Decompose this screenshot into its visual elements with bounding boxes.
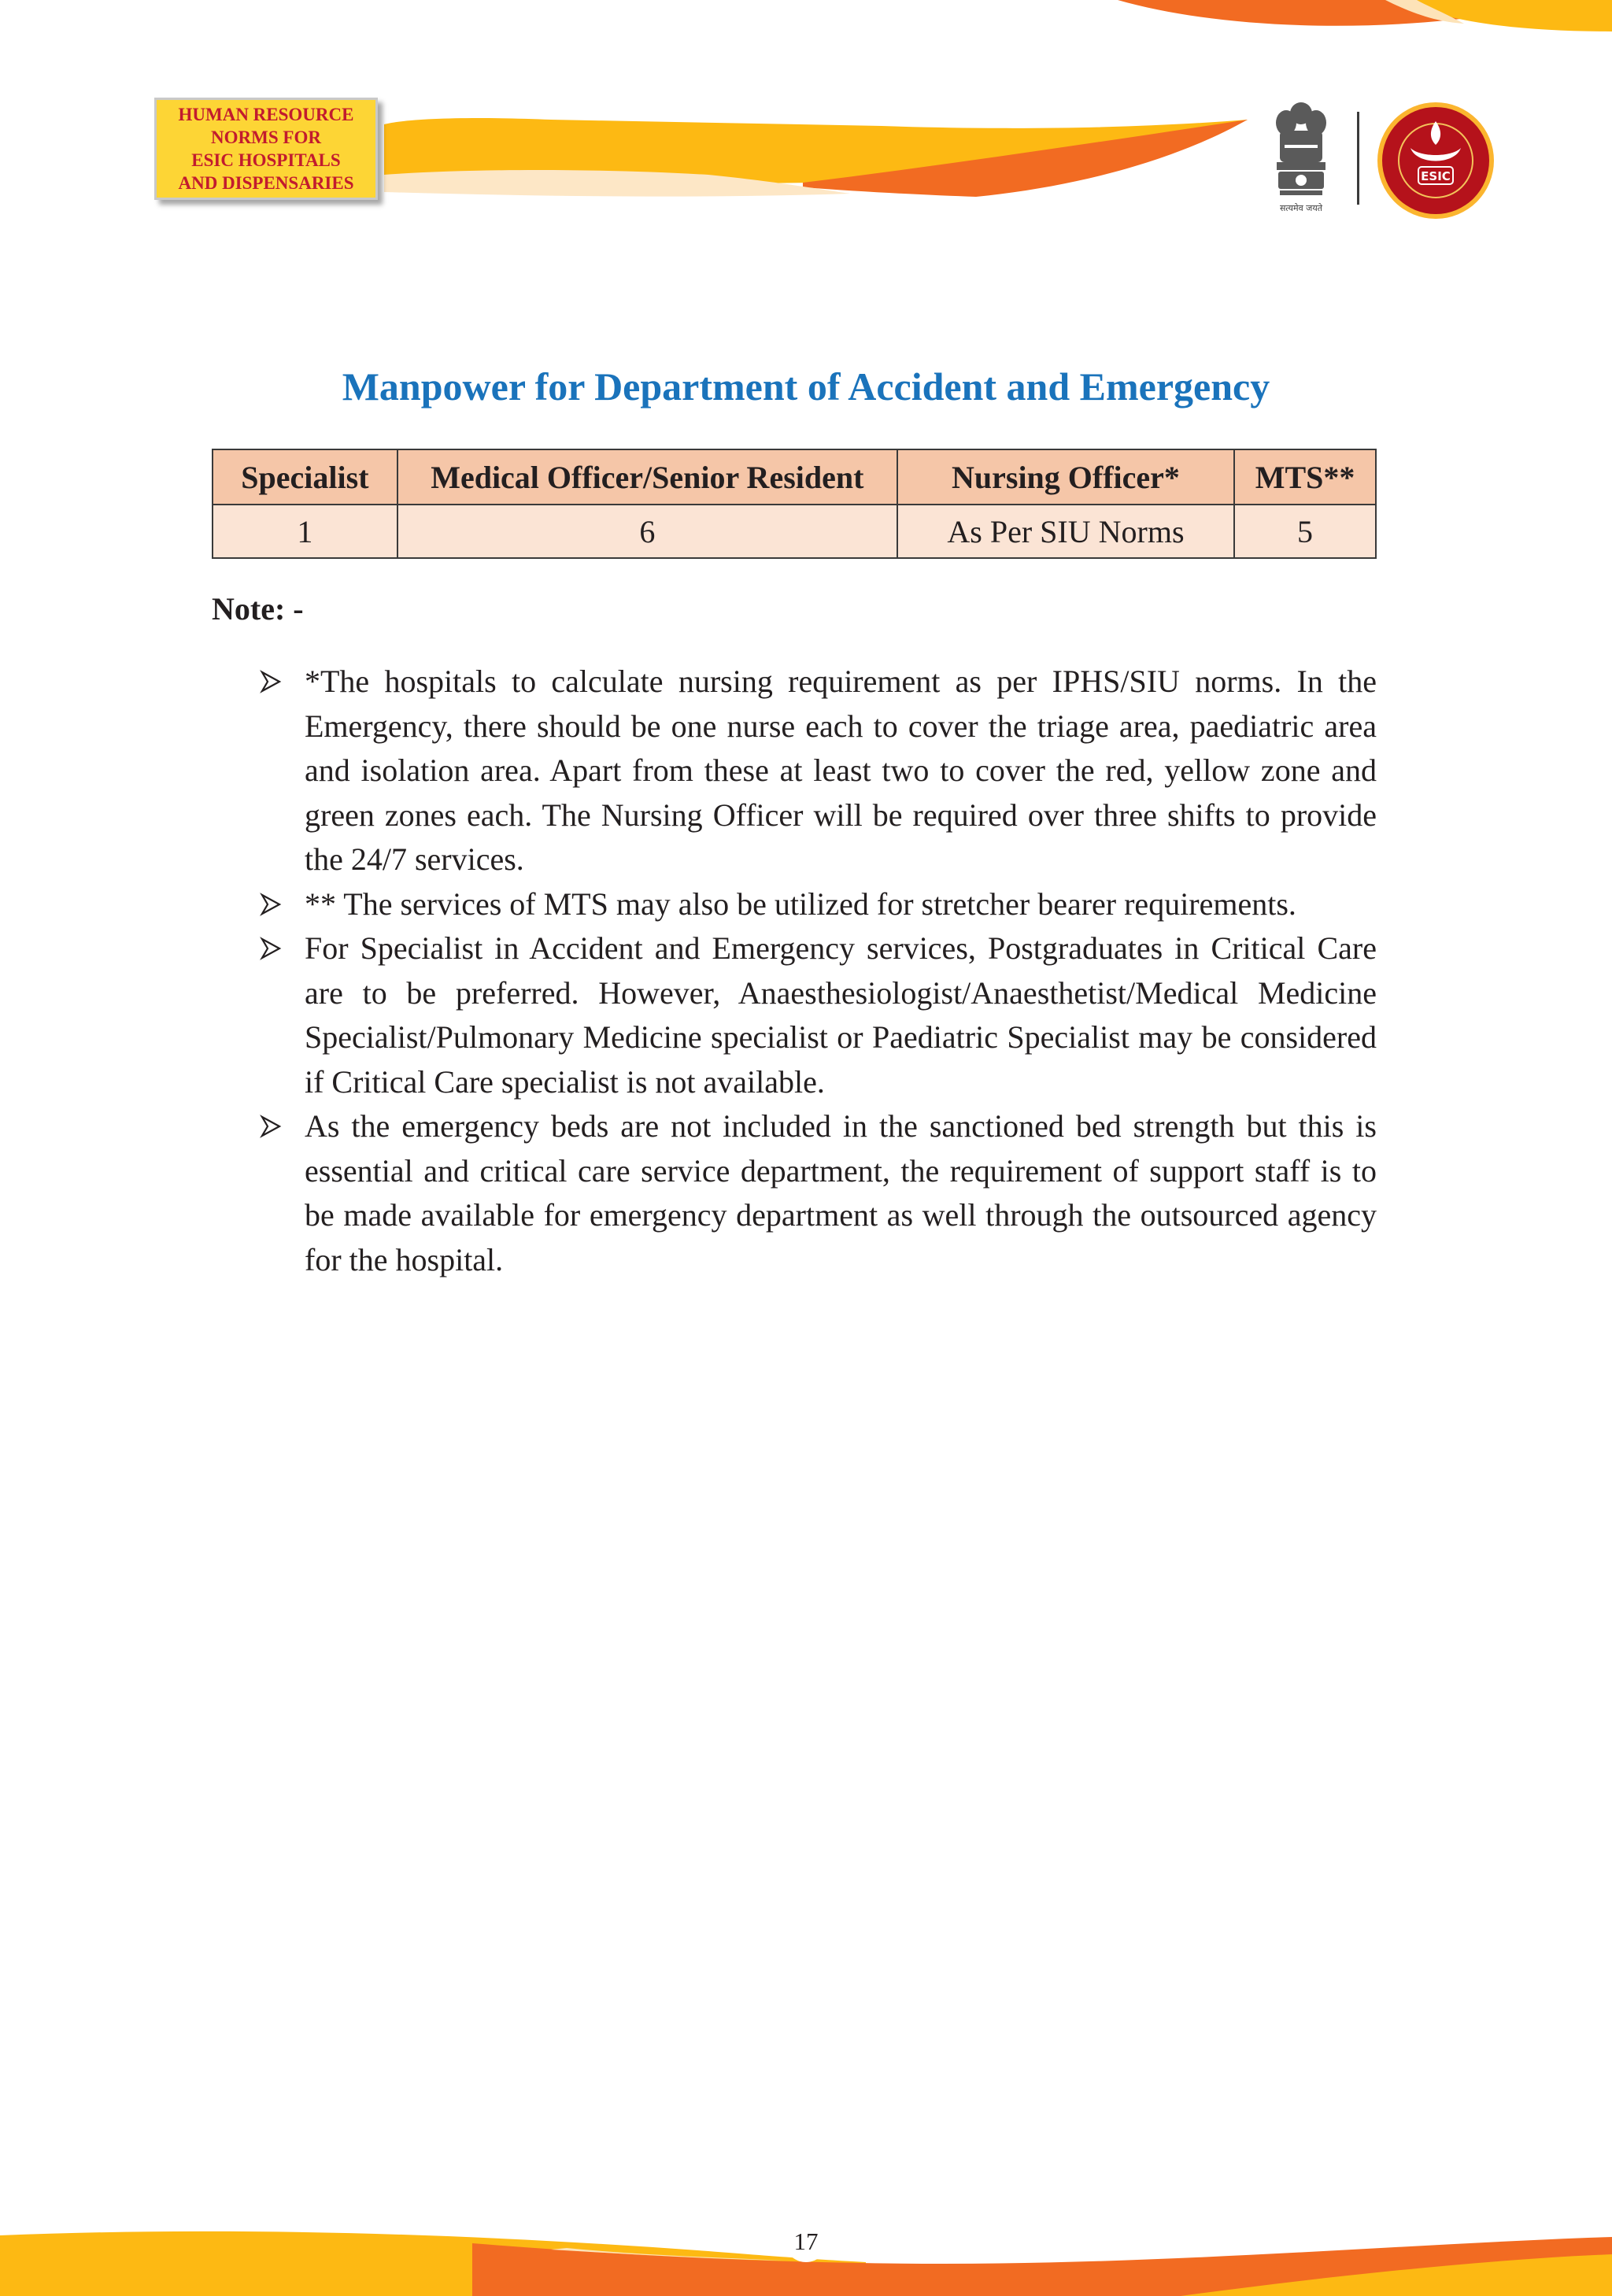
document-series-badge	[154, 98, 378, 200]
note-text: ** The services of MTS may also be utilized for stretcher bearer requirements.	[305, 885, 1296, 922]
table-cell: As Per SIU Norms	[897, 505, 1234, 558]
page-number: 17	[793, 2228, 819, 2255]
emblem-motto: सत्यमेव जयते	[1279, 203, 1323, 213]
esic-logo-text: ESIC	[1421, 169, 1451, 183]
table-header-cell: Medical Officer/Senior Resident	[397, 449, 897, 505]
arrow-bullet-icon	[260, 660, 282, 704]
table-row	[213, 505, 1376, 558]
page-title: Manpower for Department of Accident and Emergency	[342, 364, 1270, 409]
list-item	[260, 882, 1377, 927]
list-item	[260, 926, 1377, 1104]
table-cell: 1	[213, 505, 397, 558]
arrow-bullet-icon	[260, 926, 282, 971]
manpower-table	[212, 449, 1377, 559]
table-cell: 6	[397, 505, 897, 558]
notes-list	[260, 660, 1377, 1282]
table-header-cell: MTS**	[1234, 449, 1376, 505]
note-text: *The hospitals to calculate nursing requirement as per IPHS/SIU norms. In the Emergency, there should be one nurse each to cover the triage area, paediatric area and isolation area. Apart from these at least two to cover the red, yellow zone and green zones each. The Nursing Officer will be required over three shifts to provide the 24/7 services.	[305, 664, 1377, 877]
table-header-cell: Nursing Officer*	[897, 449, 1234, 505]
list-item	[260, 660, 1377, 882]
note-text: As the emergency beds are not included in the sanctioned bed strength but this is essential and critical care service department, the requirement of support staff is to be made available for emergency department as well through the outsourced agency for the hospital.	[305, 1108, 1377, 1277]
table-header-cell: Specialist	[213, 449, 397, 505]
national-emblem-icon	[1269, 99, 1333, 217]
list-item	[260, 1104, 1377, 1282]
table-header-row	[213, 449, 1376, 505]
esic-logo-icon	[1376, 101, 1496, 220]
table-cell: 5	[1234, 505, 1376, 558]
arrow-bullet-icon	[260, 1104, 282, 1148]
note-label: Note: -	[212, 591, 304, 627]
badge-line: HUMAN RESOURCE	[178, 105, 354, 124]
badge-line: AND DISPENSARIES	[178, 173, 354, 193]
note-text: For Specialist in Accident and Emergency services, Postgraduates in Critical Care are to be preferred. However, Anaesthesiologist/Anaesthetist/Medical Medicine Specialist/Pulmonary Medicine specialist or Paediatric Specialist may be considered if Critical Care specialist is not available.	[305, 930, 1377, 1100]
arrow-bullet-icon	[260, 882, 282, 926]
badge-line: NORMS FOR	[211, 128, 321, 147]
logo-divider	[1357, 112, 1359, 205]
badge-line: ESIC HOSPITALS	[191, 150, 341, 170]
